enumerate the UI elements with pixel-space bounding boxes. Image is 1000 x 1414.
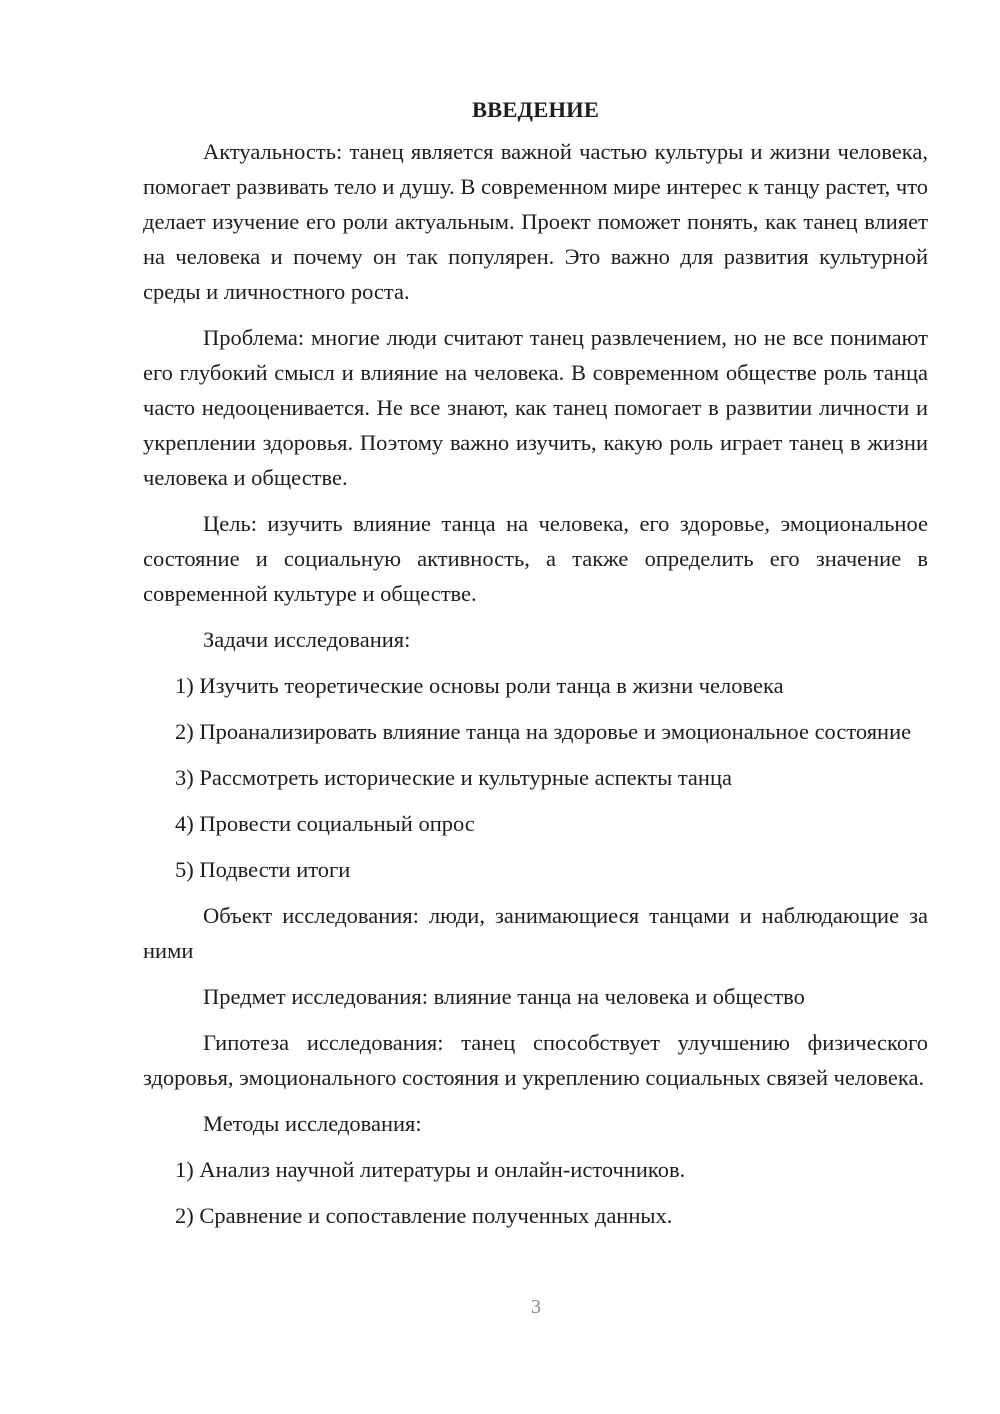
method-item: 1) Анализ научной литературы и онлайн-источников. — [175, 1157, 686, 1182]
methods-heading: Методы исследования: — [203, 1111, 422, 1136]
problem-paragraph: Проблема: многие люди считают танец развлечением, но не все понимают его глубокий смысл и влияние на человека. В современном обществе роль танца часто недооценивается. Не все знают, как танец помогает в развитии личности и укреплении здоровья. Поэтому важно изучить, какую роль играет танец в жизни человека и обществе. — [143, 325, 928, 490]
object-paragraph: Объект исследования: люди, занимающиеся танцами и наблюдающие за ними — [143, 903, 928, 963]
page-title: ВВЕДЕНИЕ — [471, 97, 600, 122]
page-number: 3 — [531, 1296, 541, 1318]
relevance-paragraph: Актуальность: танец является важной частью культуры и жизни человека, помогает развивать тело и душу. В современном мире интерес к танцу растет, что делает изучение его роли актуальным. Проект поможет понять, как танец влияет на человека и почему он так популярен. Это важно для развития культурной среды и личностного роста. — [143, 139, 928, 304]
task-item: 2) Проанализировать влияние танца на здоровье и эмоциональное состояние — [175, 719, 912, 744]
tasks-heading: Задачи исследования: — [203, 627, 411, 652]
task-item: 1) Изучить теоретические основы роли танца в жизни человека — [175, 673, 784, 698]
hypothesis-paragraph: Гипотеза исследования: танец способствует улучшению физического здоровья, эмоционального состояния и укреплению социальных связей человека. — [143, 1030, 928, 1090]
subject-paragraph: Предмет исследования: влияние танца на человека и общество — [203, 984, 805, 1009]
task-item: 4) Провести социальный опрос — [175, 811, 475, 836]
method-item: 2) Сравнение и сопоставление полученных данных. — [175, 1203, 673, 1228]
task-item: 3) Рассмотреть исторические и культурные аспекты танца — [175, 765, 732, 790]
task-item: 5) Подвести итоги — [175, 857, 351, 882]
page-body — [143, 92, 928, 1244]
goal-paragraph: Цель: изучить влияние танца на человека, его здоровье, эмоциональное состояние и социальную активность, а также определить его значение в современной культуре и обществе. — [143, 511, 928, 606]
